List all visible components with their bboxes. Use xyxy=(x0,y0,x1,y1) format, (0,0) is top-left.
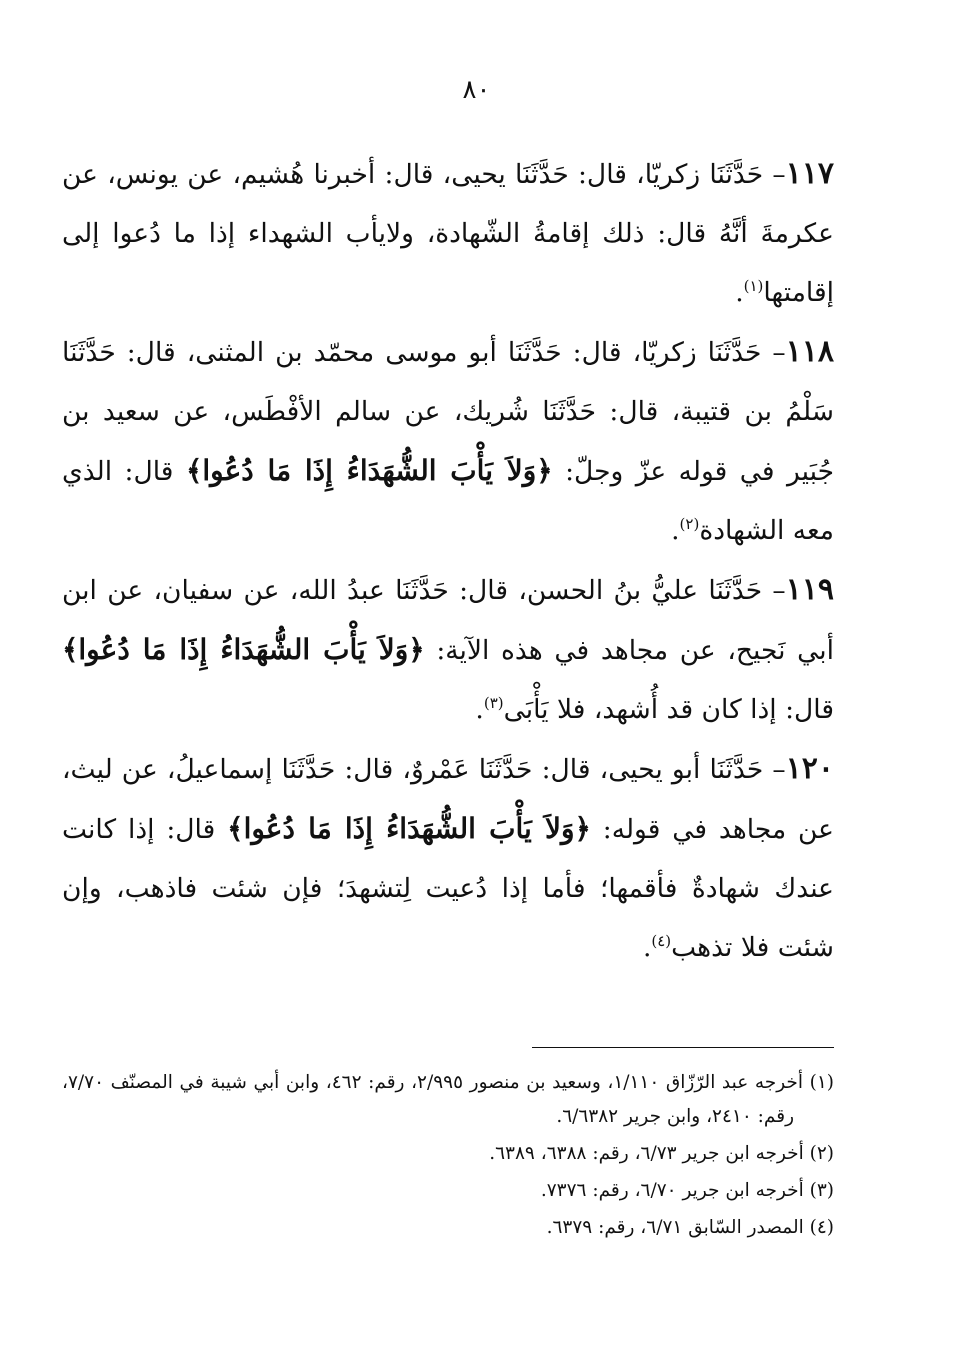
hadith-119 xyxy=(62,560,834,739)
hadith-117 xyxy=(62,144,834,322)
footnotes xyxy=(62,1066,834,1248)
footnote-3: (٣) أخرجه ابن جرير ٦/٧٠، رقم: ٧٣٧٦. xyxy=(540,1180,834,1201)
hadith-text: . xyxy=(671,515,680,546)
hadith-text: . xyxy=(642,932,652,963)
footnote-4: (٤) المصدر السّابق ٦/٧١، رقم: ٦٣٧٩. xyxy=(546,1217,834,1238)
hadith-number: ١١٩ xyxy=(785,572,834,607)
hadith-text: . xyxy=(735,277,744,308)
footnote-2: (٢) أخرجه ابن جرير ٦/٧٣، رقم: ٦٣٨٨، ٦٣٨٩. xyxy=(489,1143,834,1164)
hadith-text: قال: إذا كانت عندك شهادةٌ فأقمها؛ فأما إذا دُعيت لِتشهدَ؛ فإن شئت فاذهب، وإن شئت فلا تذهب xyxy=(62,814,834,963)
hadith-text: – حَدَّثَنَا عليُّ بنُ الحسن، قال: حَدَّثَنَا عبدُ الله، عن سفيان، عن ابن أبي نَجيح، عن مجاهد في هذه الآية: xyxy=(62,575,834,666)
hadith-text: قال: الذي معه الشهادة xyxy=(62,456,834,546)
hadith-list xyxy=(62,144,834,977)
footnote-reference: (٣) xyxy=(483,694,504,713)
footnote-reference: (١) xyxy=(743,277,764,296)
hadith-text: – حَدَّثَنَا زكريّا، قال: حَدَّثَنَا أبو موسى محمّد بن المثنى، قال: حَدَّثَنَا سَلْمُ بن قتيبة، قال: حَدَّثَنَا شُريك، عن سالم الأفْطَس، عن سعيد بن جُبَير في قوله عزّ وجلّ: xyxy=(62,337,834,487)
hadith-number: ١١٧ xyxy=(785,156,834,191)
hadith-text: – حَدَّثَنَا أبو يحيى، قال: حَدَّثَنَا عَمْروٌ، قال: حَدَّثَنَا إسماعيلُ، عن ليث، عن مجاهد في قوله: xyxy=(62,754,834,845)
hadith-120 xyxy=(62,739,834,977)
hadith-number: ١١٨ xyxy=(785,334,834,369)
hadith-118 xyxy=(62,322,834,560)
page-number: ٨٠ xyxy=(462,75,491,105)
footnote-reference: (٤) xyxy=(651,932,672,951)
quran-verse: ﴿وَلاَ يَأْبَ الشُّهَدَاءُ إِذَا مَا دُعُوا﴾ xyxy=(227,812,591,845)
hadith-text: . xyxy=(475,694,484,725)
quran-verse: ﴿وَلاَ يَأْبَ الشُّهَدَاءُ إِذَا مَا دُعُوا﴾ xyxy=(62,633,425,666)
hadith-text: قال: إذا كان قد أُشهد، فلا يَأْبَى xyxy=(503,694,834,725)
hadith-text: – حَدَّثَنَا زكريّا، قال: حَدَّثَنَا يحيى، قال: أخبرنا هُشيم، عن يونس، عن عكرمةَ أنَّهُ قال: ذلك إقامةُ الشّهادة، ولايأب الشهداء إذا ما دُعوا إلى إقامتها xyxy=(62,159,834,308)
quran-verse: ﴿وَلاَ يَأْبَ الشُّهَدَاءُ إِذَا مَا دُعُوا﴾ xyxy=(185,454,553,487)
hadith-number: ١٢٠ xyxy=(785,751,834,786)
footnote-1: (١) أخرجه عبد الرّزّاق ١/١١٠، وسعيد بن منصور ٢/٩٩٥، رقم: ٤٦٢، وابن أبي شيبة في المصنّف ٧/٧٠، رقم: ٢٤١٠، وابن جرير ٦/٦٣٨٢. xyxy=(62,1072,834,1127)
footnote-divider xyxy=(532,1047,834,1048)
footnote-reference: (٢) xyxy=(679,515,700,534)
